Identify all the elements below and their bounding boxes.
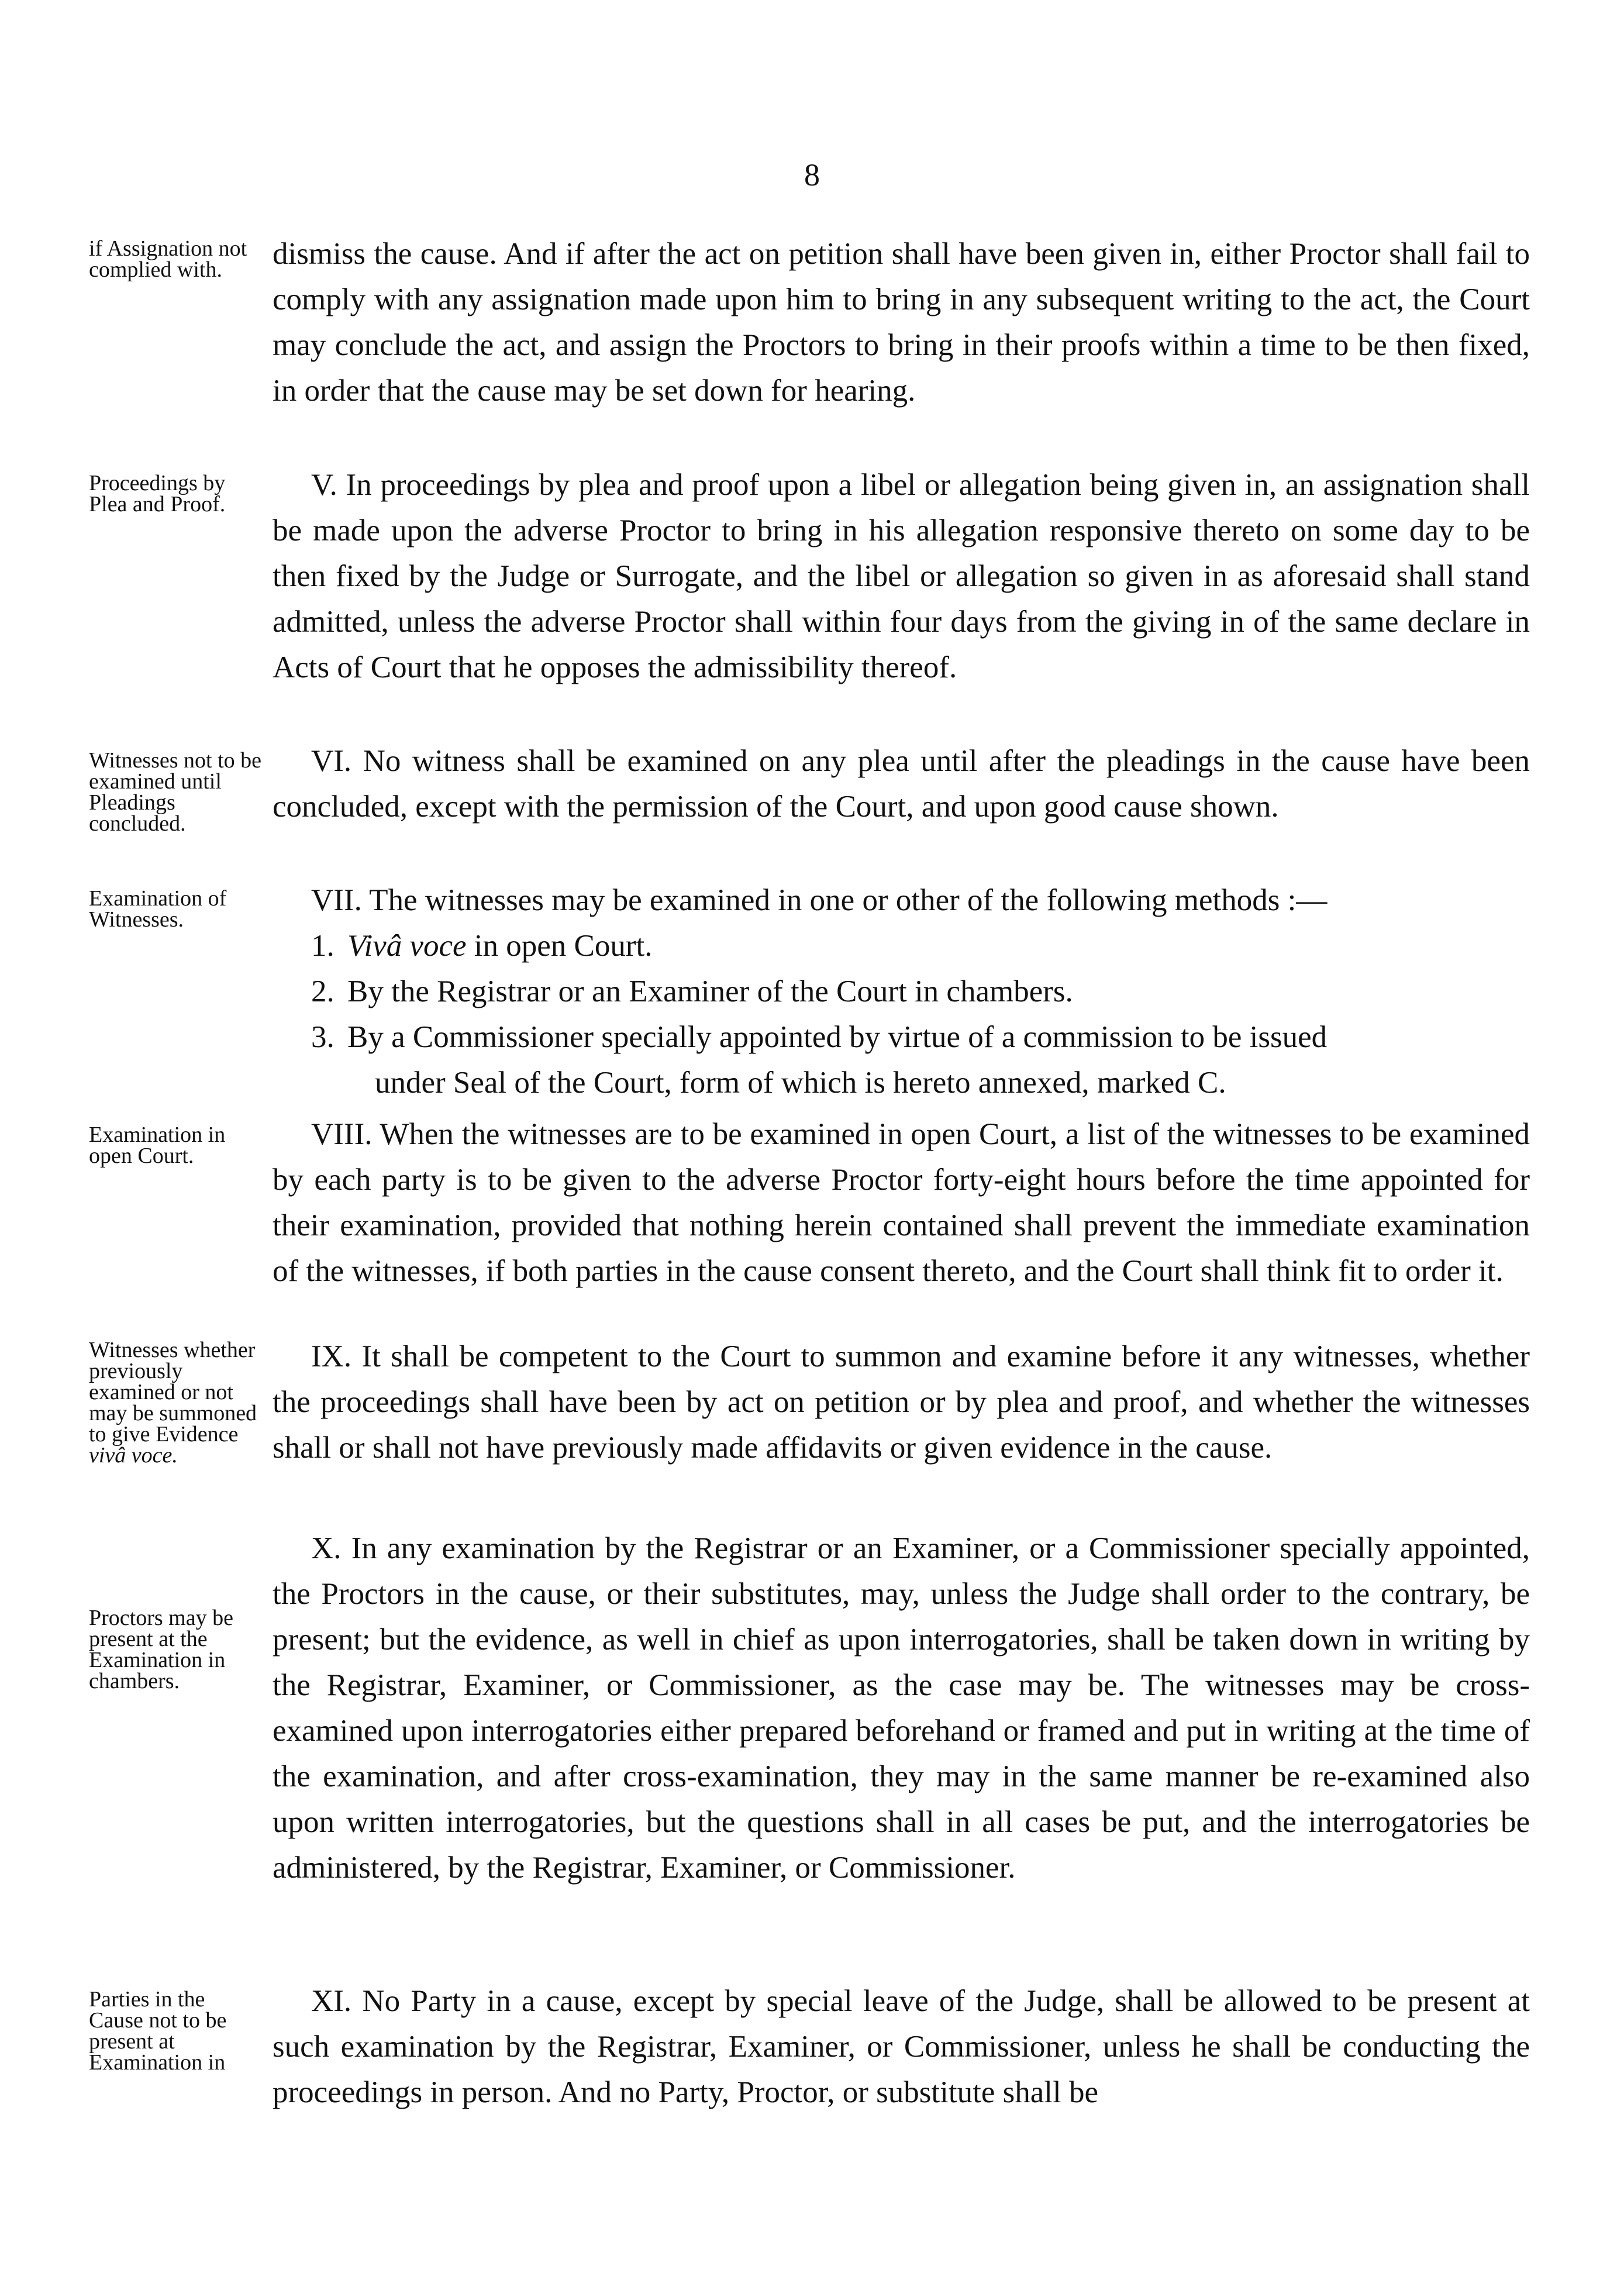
- list-item-continuation: under Seal of the Court, form of which is hereto annexed, marked C.: [375, 1066, 1226, 1100]
- list-number: 3.: [311, 1020, 335, 1054]
- list-text: By the Registrar or an Examiner of the Court in chambers.: [347, 975, 1073, 1008]
- section-text: [273, 738, 1530, 829]
- list-item: [273, 969, 1530, 1014]
- list-number: 1.: [311, 929, 335, 963]
- paragraph: XI. No Party in a cause, except by special leave of the Judge, shall be allowed to be present at such examination by the Registrar, Examiner, or Commissioner, unless he shall be conducting the proceedings in person. And no Party, Proctor, or substitute shall be: [273, 1984, 1530, 2109]
- paragraph: VII. The witnesses may be examined in one or other of the following methods :—: [311, 883, 1328, 917]
- list-text: By a Commissioner specially appointed by virtue of a commission to be issued: [347, 1020, 1328, 1054]
- section-text: [273, 231, 1530, 414]
- section-text: [273, 877, 1530, 1106]
- margin-note: Witnesses not to be examined until Pleadings concluded.: [89, 748, 262, 836]
- paragraph: VI. No witness shall be examined on any plea until after the pleadings in the cause have been concluded, except with the permission of the Court, and upon good cause shown.: [273, 744, 1530, 824]
- section-text: [273, 1526, 1530, 1891]
- margin-note: Proctors may be present at the Examination in chambers.: [89, 1606, 233, 1693]
- margin-text: Witnesses whether previously examined or not may be summoned to give Evidence: [89, 1338, 257, 1447]
- paragraph: X. In any examination by the Registrar or an Examiner, or a Commissioner specially appointed, the Proctors in the cause, or their substitutes, may, unless the Judge shall order to the contrary, be present; but the evidence, as well in chief as upon interrogatories, shall be taken down in writing by the Registrar, Examiner, or Commissioner, as the case may be. The witnesses may be cross-examined upon interrogatories either prepared beforehand or framed and put in writing at the time of the examination, and after cross-examination, they may in the same manner be re-examined also upon written interrogatories, but the questions shall in all cases be put, and the interrogatories be administered, by the Registrar, Examiner, or Commissioner.: [273, 1531, 1530, 1885]
- paragraph: IX. It shall be competent to the Court to summon and examine before it any witnesses, whether the proceedings shall have been by act on petition or by plea and proof, and whether the witnesses shall or shall not have previously made affidavits or given evidence in the cause.: [273, 1340, 1530, 1465]
- method-list: [273, 923, 1530, 1106]
- margin-note: [89, 1340, 264, 1466]
- paragraph: VIII. When the witnesses are to be examined in open Court, a list of the witnesses to be examined by each party is to be given to the adverse Proctor forty-eight hours before the time appointed for their examination, provided that nothing herein contained shall prevent the immediate examination of the witnesses, if both parties in the cause consent thereto, and the Court shall think fit to order it.: [273, 1117, 1530, 1288]
- margin-note: Proceedings by Plea and Proof.: [89, 471, 226, 516]
- section-text: [273, 1978, 1530, 2115]
- margin-note: Examination in open Court.: [89, 1122, 226, 1168]
- margin-emphasis: vivâ voce.: [89, 1443, 178, 1468]
- section-text: [273, 1111, 1530, 1294]
- emphasis: Vivâ voce: [347, 929, 467, 963]
- margin-note: if Assignation not complied with.: [89, 236, 247, 282]
- page-number: 8: [804, 157, 820, 192]
- list-item: [273, 923, 1530, 969]
- section-text: [273, 1334, 1530, 1471]
- list-item: [273, 1014, 1530, 1060]
- paragraph: dismiss the cause. And if after the act on petition shall have been given in, either Proctor shall fail to comply with any assignation made upon him to bring in any subsequent writing to the act, the Court may conclude the act, and assign the Proctors to bring in their proofs within a time to be then fixed, in order that the cause may be set down for hearing.: [273, 237, 1530, 408]
- margin-note: Examination of Witnesses.: [89, 886, 227, 932]
- margin-note: Parties in the Cause not to be present at Examination in: [89, 1987, 227, 2075]
- list-number: 2.: [311, 975, 335, 1008]
- section-text: [273, 462, 1530, 690]
- list-text: in open Court.: [466, 929, 653, 963]
- paragraph: V. In proceedings by plea and proof upon a libel or allegation being given in, an assignation shall be made upon the adverse Proctor to bring in his allegation responsive thereto on some day to be then fixed by the Judge or Surrogate, and the libel or allegation so given in as aforesaid shall stand admitted, unless the adverse Proctor shall within four days from the giving in of the same declare in Acts of Court that he opposes the admissibility thereof.: [273, 468, 1530, 684]
